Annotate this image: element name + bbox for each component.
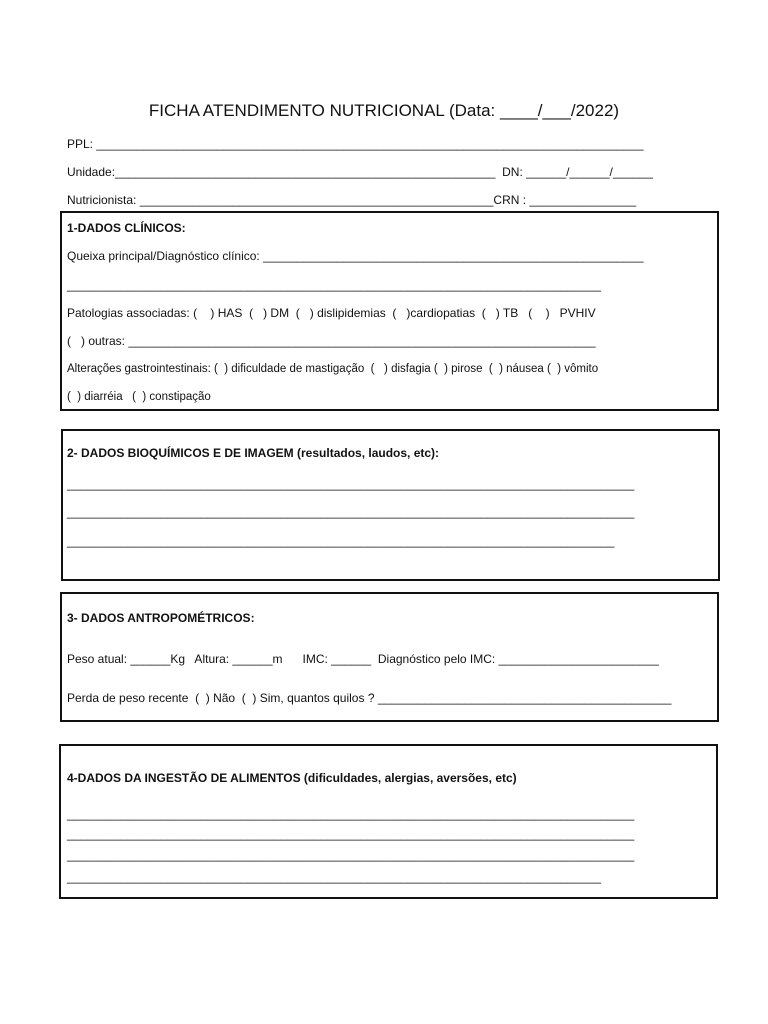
ingestao-line-4[interactable]: ________________________________________________________________________________ xyxy=(67,870,601,884)
patologias-options[interactable]: Patologias associadas: ( ) HAS ( ) DM ( ) dislipidemias ( )cardiopatias ( ) TB ( ) PVHIV xyxy=(67,306,596,320)
section3-heading: 3- DADOS ANTROPOMÉTRICOS: xyxy=(67,611,255,625)
queixa-field[interactable]: Queixa principal/Diagnóstico clínico: _________________________________________________________ xyxy=(67,249,644,263)
bioquimicos-line-3[interactable]: __________________________________________________________________________________ xyxy=(67,534,615,548)
unidade-dn-field[interactable]: Unidade:_________________________________________________________ DN: ______/______/______ xyxy=(67,165,653,179)
ingestao-line-2[interactable]: _____________________________________________________________________________________ xyxy=(67,827,635,841)
ingestao-line-3[interactable]: _____________________________________________________________________________________ xyxy=(67,848,635,862)
outras-field[interactable]: ( ) outras: ______________________________________________________________________ xyxy=(67,334,596,348)
bioquimicos-line-2[interactable]: _____________________________________________________________________________________ xyxy=(67,505,635,519)
form-title: FICHA ATENDIMENTO NUTRICIONAL (Data: ____/___/2022) xyxy=(148,101,620,120)
ppl-field[interactable]: PPL: __________________________________________________________________________________ xyxy=(67,137,644,151)
perda-peso-field[interactable]: Perda de peso recente ( ) Não ( ) Sim, quantos quilos ? ____________________________________________ xyxy=(67,691,672,705)
alteracoes-options-line2[interactable]: ( ) diarréia ( ) constipação xyxy=(67,391,211,403)
section2-heading: 2- DADOS BIOQUÍMICOS E DE IMAGEM (resultados, laudos, etc): xyxy=(67,446,440,460)
ingestao-line-1[interactable]: _____________________________________________________________________________________ xyxy=(67,807,635,821)
nutricionista-crn-field[interactable]: Nutricionista: _____________________________________________________CRN : ________________ xyxy=(67,193,637,207)
section1-heading: 1-DADOS CLÍNICOS: xyxy=(67,221,186,235)
bioquimicos-line-1[interactable]: _____________________________________________________________________________________ xyxy=(67,477,635,491)
alteracoes-options[interactable]: Alterações gastrointestinais: ( ) dificuldade de mastigação ( ) disfagia ( ) pirose ( ) náusea ( ) vômito xyxy=(67,363,599,375)
queixa-field-line2[interactable]: ________________________________________________________________________________ xyxy=(67,278,601,292)
peso-altura-imc-field[interactable]: Peso atual: ______Kg Altura: ______m IMC: ______ Diagnóstico pelo IMC: ________________________ xyxy=(67,652,659,666)
section4-heading: 4-DADOS DA INGESTÃO DE ALIMENTOS (dificuldades, alergias, aversões, etc) xyxy=(67,771,517,785)
